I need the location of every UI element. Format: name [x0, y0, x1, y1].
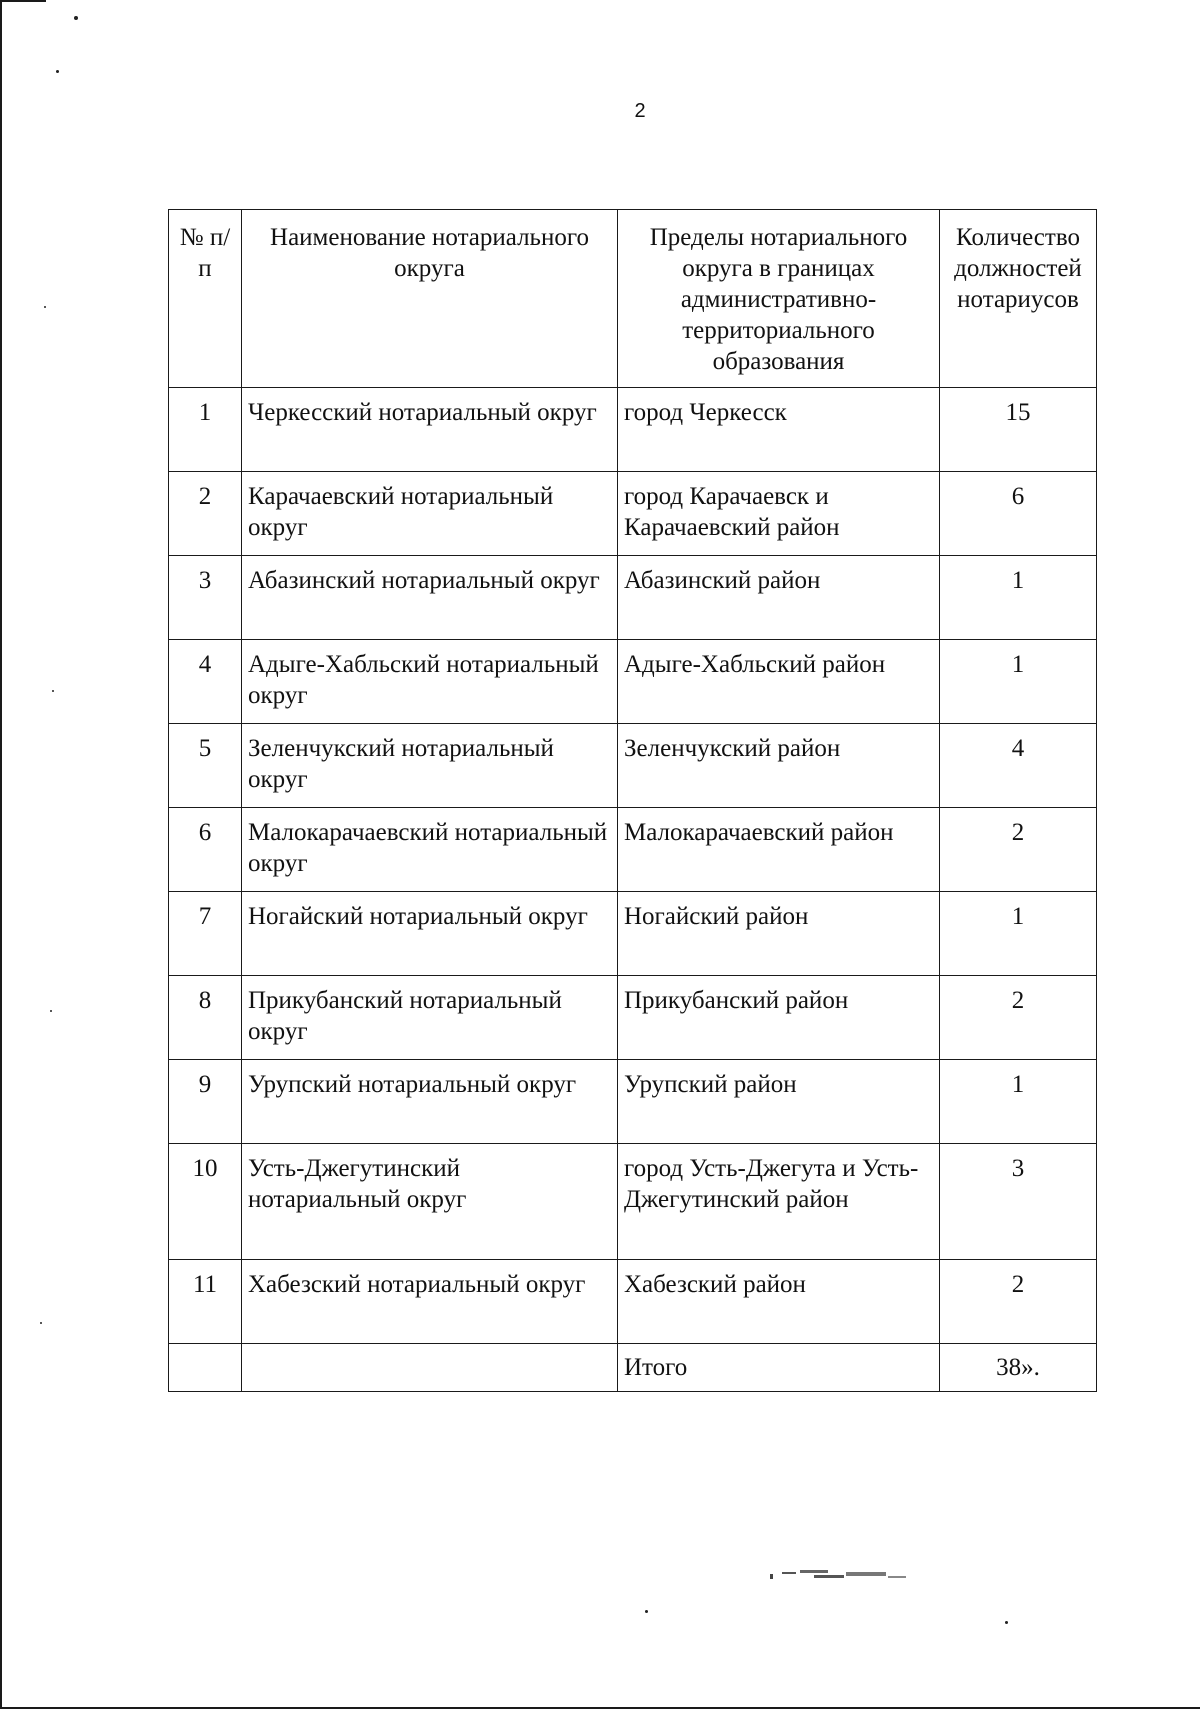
district-name: Малокарачаевский нотариальный округ [242, 808, 618, 892]
table-row [169, 388, 1097, 472]
scan-speck [645, 1610, 648, 1613]
notary-count: 2 [940, 1260, 1097, 1344]
district-limits: город Черкесск [618, 388, 940, 472]
page-number: 2 [634, 100, 646, 122]
row-number: 9 [169, 1060, 242, 1144]
row-number: 8 [169, 976, 242, 1060]
header-notary-count: Количество должностей нотариусов [940, 210, 1097, 388]
row-number: 1 [169, 388, 242, 472]
total-empty-cell [169, 1344, 242, 1392]
table-row [169, 976, 1097, 1060]
header-district-name: Наименование нотариального округа [242, 210, 618, 388]
scan-left-edge [0, 0, 2, 1709]
district-name: Усть-Джегутинский нотариальный округ [242, 1144, 618, 1260]
district-name: Абазинский нотариальный округ [242, 556, 618, 640]
total-empty-cell [242, 1344, 618, 1392]
scan-speck [1005, 1621, 1008, 1624]
notary-count: 4 [940, 724, 1097, 808]
district-limits: Хабезский район [618, 1260, 940, 1344]
total-row [169, 1344, 1097, 1392]
district-name: Урупский нотариальный округ [242, 1060, 618, 1144]
table-row [169, 724, 1097, 808]
district-limits: город Карачаевск и Карачаевский район [618, 472, 940, 556]
scan-speck [44, 306, 46, 308]
table-row [169, 640, 1097, 724]
scan-speck [52, 690, 54, 692]
row-number: 5 [169, 724, 242, 808]
district-name: Адыге-Хабльский нотариальный округ [242, 640, 618, 724]
district-name: Ногайский нотариальный округ [242, 892, 618, 976]
notary-count: 6 [940, 472, 1097, 556]
row-number: 6 [169, 808, 242, 892]
district-limits: Зеленчукский район [618, 724, 940, 808]
notary-districts-table [168, 209, 1097, 1392]
scan-speck [74, 16, 78, 20]
notary-count: 1 [940, 892, 1097, 976]
scan-speck [56, 70, 59, 73]
district-name: Черкесский нотариальный округ [242, 388, 618, 472]
table-row [169, 1260, 1097, 1344]
district-name: Хабезский нотариальный округ [242, 1260, 618, 1344]
row-number: 10 [169, 1144, 242, 1260]
scan-top-edge [0, 0, 46, 2]
header-number: № п/п [169, 210, 242, 388]
notary-count: 15 [940, 388, 1097, 472]
row-number: 7 [169, 892, 242, 976]
district-limits: Адыге-Хабльский район [618, 640, 940, 724]
total-label: Итого [618, 1344, 940, 1392]
row-number: 3 [169, 556, 242, 640]
notary-count: 1 [940, 556, 1097, 640]
total-value: 38». [940, 1344, 1097, 1392]
table-header-row [169, 210, 1097, 388]
scan-speck [50, 1010, 52, 1012]
row-number: 4 [169, 640, 242, 724]
table-row [169, 808, 1097, 892]
district-limits: город Усть-Джегута и Усть-Джегутинский район [618, 1144, 940, 1260]
notary-count: 1 [940, 1060, 1097, 1144]
table-row [169, 1060, 1097, 1144]
district-name: Прикубанский нотариальный округ [242, 976, 618, 1060]
district-limits: Урупский район [618, 1060, 940, 1144]
row-number: 11 [169, 1260, 242, 1344]
district-name: Карачаевский нотариальный округ [242, 472, 618, 556]
district-limits: Прикубанский район [618, 976, 940, 1060]
table-row [169, 472, 1097, 556]
district-limits: Ногайский район [618, 892, 940, 976]
district-limits: Малокарачаевский район [618, 808, 940, 892]
table-row [169, 556, 1097, 640]
district-limits: Абазинский район [618, 556, 940, 640]
notary-count: 2 [940, 976, 1097, 1060]
table-row [169, 892, 1097, 976]
notary-count: 2 [940, 808, 1097, 892]
notary-count: 3 [940, 1144, 1097, 1260]
notary-count: 1 [940, 640, 1097, 724]
header-district-limits: Пределы нотариального округа в границах административно-территориального образования [618, 210, 940, 388]
row-number: 2 [169, 472, 242, 556]
table-row [169, 1144, 1097, 1260]
district-name: Зеленчукский нотариальный округ [242, 724, 618, 808]
scan-speck [40, 1322, 42, 1324]
scan-noise-mark [770, 1568, 910, 1582]
